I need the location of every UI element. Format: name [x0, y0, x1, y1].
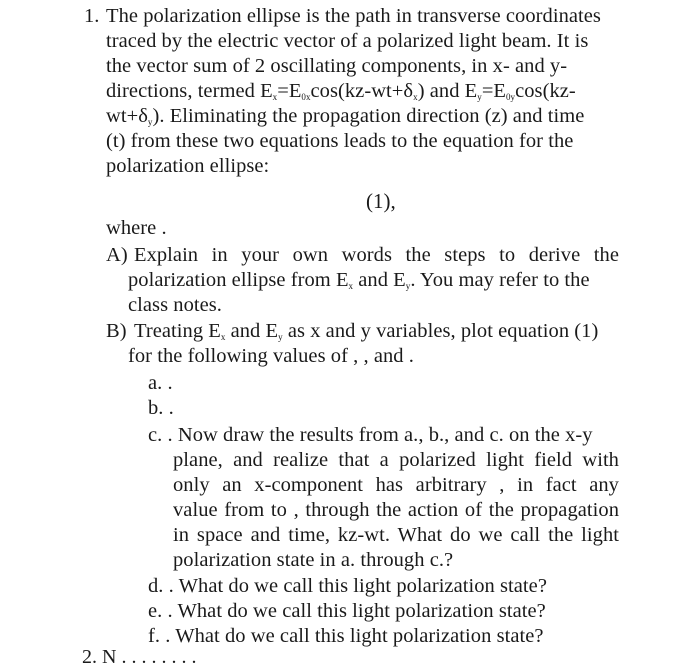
item-e: e. . What do we call this light polarization state? — [148, 600, 546, 622]
item-d: d. . What do we call this light polarization state? — [148, 575, 547, 597]
item-c-line-5: in space and time, kz-wt. What do we call the light — [173, 524, 619, 546]
part-a-label: A) — [106, 244, 128, 266]
intro-line-4: directions, termed $E_x=E_{0x}\cos(kz-wt+\delta_x)$ and $E_y=E_{0y}\cos(kz-$ — [106, 80, 576, 102]
intro-line-2: traced by the electric vector of a polarized light beam. It is — [106, 30, 589, 52]
item-a: a. . — [148, 372, 173, 394]
equation-label: (1), — [366, 189, 396, 213]
part-b-line-2: for the following values of , , and . — [128, 345, 414, 367]
where-text: where . — [106, 217, 167, 239]
item-c-line-3: only an x-component has arbitrary , in fact any — [173, 474, 619, 496]
intro-line-6: (t) from these two equations leads to the equation for the — [106, 130, 574, 152]
cut-off-next-line: 2. N . . . . . . . . — [82, 646, 197, 668]
item-b: b. . — [148, 397, 174, 419]
part-b-line-1: Treating $E_x$ and $E_y$ as x and y variables, plot equation (1) — [134, 320, 599, 342]
item-c-line-2: plane, and realize that a polarized light field with — [173, 449, 619, 471]
intro-line-7: polarization ellipse: — [106, 155, 270, 177]
item-c-line-4: value from to , through the action of the propagation — [173, 499, 619, 521]
part-a-line-3: class notes. — [128, 294, 222, 316]
item-c-line-6: polarization state in a. through c.? — [173, 549, 454, 571]
problem-number: 1. — [84, 5, 100, 27]
part-a-line-2: polarization ellipse from $E_x$ and $E_y$. You may refer to the — [128, 269, 590, 291]
item-c-line-1: c. . Now draw the results from a., b., and c. on the x-y — [148, 424, 593, 446]
part-b-label: B) — [106, 320, 127, 342]
item-f: f. . What do we call this light polarization state? — [148, 625, 544, 647]
intro-line-3: the vector sum of 2 oscillating components, in x- and y- — [106, 55, 568, 77]
intro-line-5: $wt+\delta_y$). Eliminating the propagation direction (z) and time — [106, 105, 585, 127]
part-a-line-1: Explain in your own words the steps to derive the — [134, 244, 619, 266]
intro-line-1: The polarization ellipse is the path in transverse coordinates — [106, 5, 601, 27]
